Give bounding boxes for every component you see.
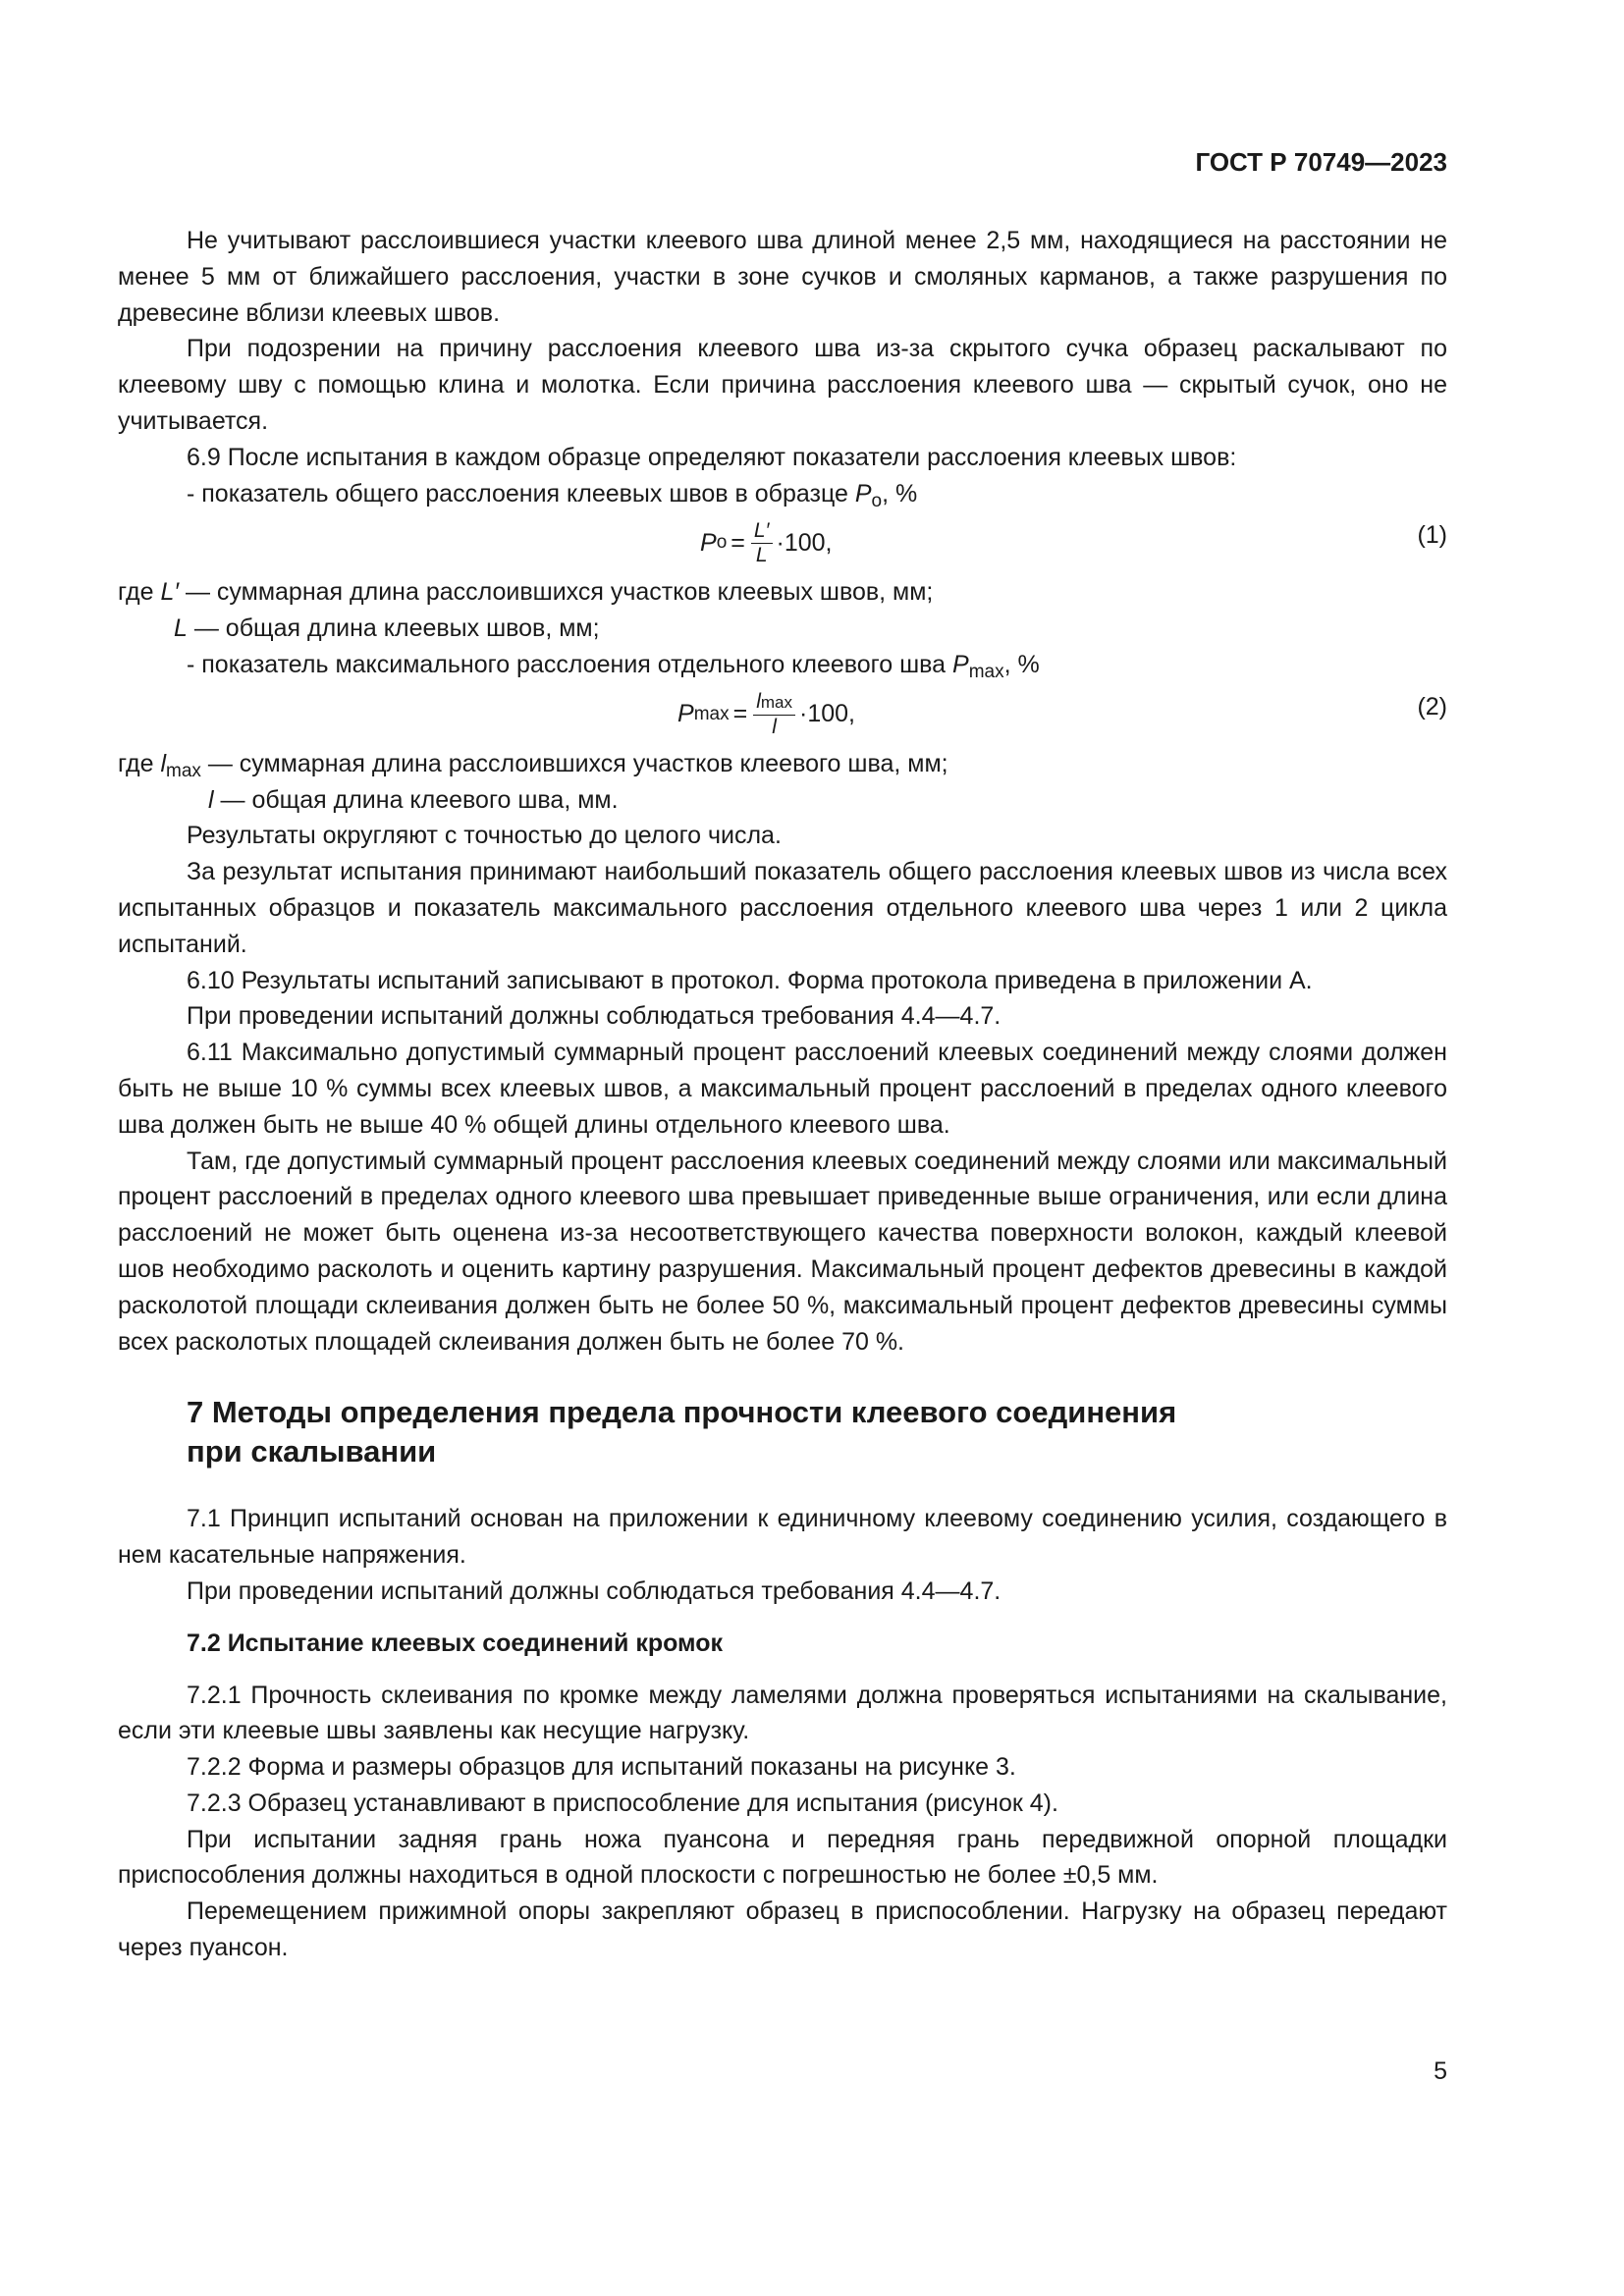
paragraph: При испытании задняя грань ножа пуансона и передняя грань передвижной опорной площадки приспособления должны находиться в одной плоскости с погрешностью не более ±0,5 мм. xyxy=(118,1825,1447,1890)
formula-number: (1) xyxy=(1417,521,1447,550)
formula-legend: где L′ — суммарная длина расслоившихся участков клеевых швов, мм; xyxy=(118,578,934,607)
paragraph: Не учитывают расслоившиеся участки клеевого шва длиной менее 2,5 мм, находящиеся на расстоянии не менее 5 мм от ближайшего расслоения, участки в зоне сучков и смоляных карманов, а также разрушения по древесине вблизи клеевых швов. xyxy=(118,227,1447,327)
fraction: $\frac{lmax}{l}$ xyxy=(753,690,795,739)
clause-7-1: 7.1 Принцип испытаний основан на приложении к единичному клеевому соединению усилия, создающего в нем касательные напряжения. xyxy=(118,1505,1447,1570)
clause-6-9: 6.9 После испытания в каждом образце определяют показатели расслоения клеевых швов: xyxy=(187,443,1237,471)
paragraph: При проведении испытаний должны соблюдаться требования 4.4—4.7. xyxy=(187,1576,1001,1605)
paragraph: При подозрении на причину расслоения клеевого шва из-за скрытого сучка образец раскалывают по клеевому шву с помощью клина и молотка. Если причина расслоения клеевого шва — скрытый сучок, оно не учитывается. xyxy=(118,335,1447,435)
list-item-max-delamination: - показатель максимального расслоения отдельного клеевого шва $P_{max}$, % xyxy=(187,650,1040,682)
formula-legend: L — общая длина клеевых швов, мм; xyxy=(174,614,600,643)
formula-legend: где $l_{max}$ — суммарная длина расслоившихся участков клеевого шва, мм; xyxy=(118,749,948,781)
clause-7-2-3: 7.2.3 Образец устанавливают в приспособление для испытания (рисунок 4). xyxy=(187,1789,1058,1817)
clause-7-2-2: 7.2.2 Форма и размеры образцов для испытаний показаны на рисунке 3. xyxy=(187,1753,1016,1782)
page-content xyxy=(118,223,1447,1966)
paragraph: За результат испытания принимают наибольший показатель общего расслоения клеевых швов из числа всех испытанных образцов и показатель максимального расслоения отдельного клеевого шва через 1 или 2 цикла испытаний. xyxy=(118,858,1447,958)
clause-7-2-1: 7.2.1 Прочность склеивания по кромке между ламелями должна проверяться испытаниями на скалывание, если эти клеевые швы заявлены как несущие нагрузку. xyxy=(118,1681,1447,1745)
list-item-total-delamination: - показатель общего расслоения клеевых швов в образце $P_о$, % xyxy=(187,479,918,511)
paragraph: Перемещением прижимной опоры закрепляют образец в приспособлении. Нагрузку на образец передают через пуансон. xyxy=(118,1897,1447,1962)
subsection-7-2-heading: 7.2 Испытание клеевых соединений кромок xyxy=(187,1629,724,1657)
formula-legend: l — общая длина клеевого шва, мм. xyxy=(208,785,619,814)
formula-1: P о = $\frac{L'}{L}$ ·100, (1) xyxy=(700,518,1447,566)
page-number: 5 xyxy=(1434,2057,1447,2085)
document-code: ГОСТ Р 70749—2023 xyxy=(1195,147,1447,177)
clause-6-10: 6.10 Результаты испытаний записывают в протокол. Форма протокола приведена в приложении А. xyxy=(187,966,1313,994)
section-7-heading: 7 Методы определения предела прочности клеевого соединения при скалывании xyxy=(187,1395,1177,1469)
fraction: $\frac{L'}{L}$ xyxy=(751,519,773,567)
paragraph: Там, где допустимый суммарный процент расслоения клеевых соединений между слоями или максимальный процент расслоений в пределах одного клеевого шва превышает приведенные выше ограничения, или если длина расслоений не может быть оценена из-за несоответствующего качества поверхности волокон, каждый клеевой шов необходимо расколоть и оценить картину разрушения. Максимальный процент дефектов древесины в каждой расколотой площади склеивания должен быть не более 50 %, максимальный процент дефектов древесины суммы всех расколотых площадей склеивания должен быть не более 70 %. xyxy=(118,1147,1447,1356)
paragraph: При проведении испытаний должны соблюдаться требования 4.4—4.7. xyxy=(187,1002,1001,1031)
formula-2: P max = $\frac{lmax}{l}$ ·100, (2) xyxy=(677,689,1447,738)
clause-6-11: 6.11 Максимально допустимый суммарный процент расслоений клеевых соединений между слоями должен быть не выше 10 % суммы всех клеевых швов, а максимальный процент расслоений в пределах одного клеевого шва должен быть не выше 40 % общей длины отдельного клеевого шва. xyxy=(118,1039,1447,1139)
paragraph: Результаты округляют с точностью до целого числа. xyxy=(187,822,782,850)
formula-number: (2) xyxy=(1417,692,1447,721)
